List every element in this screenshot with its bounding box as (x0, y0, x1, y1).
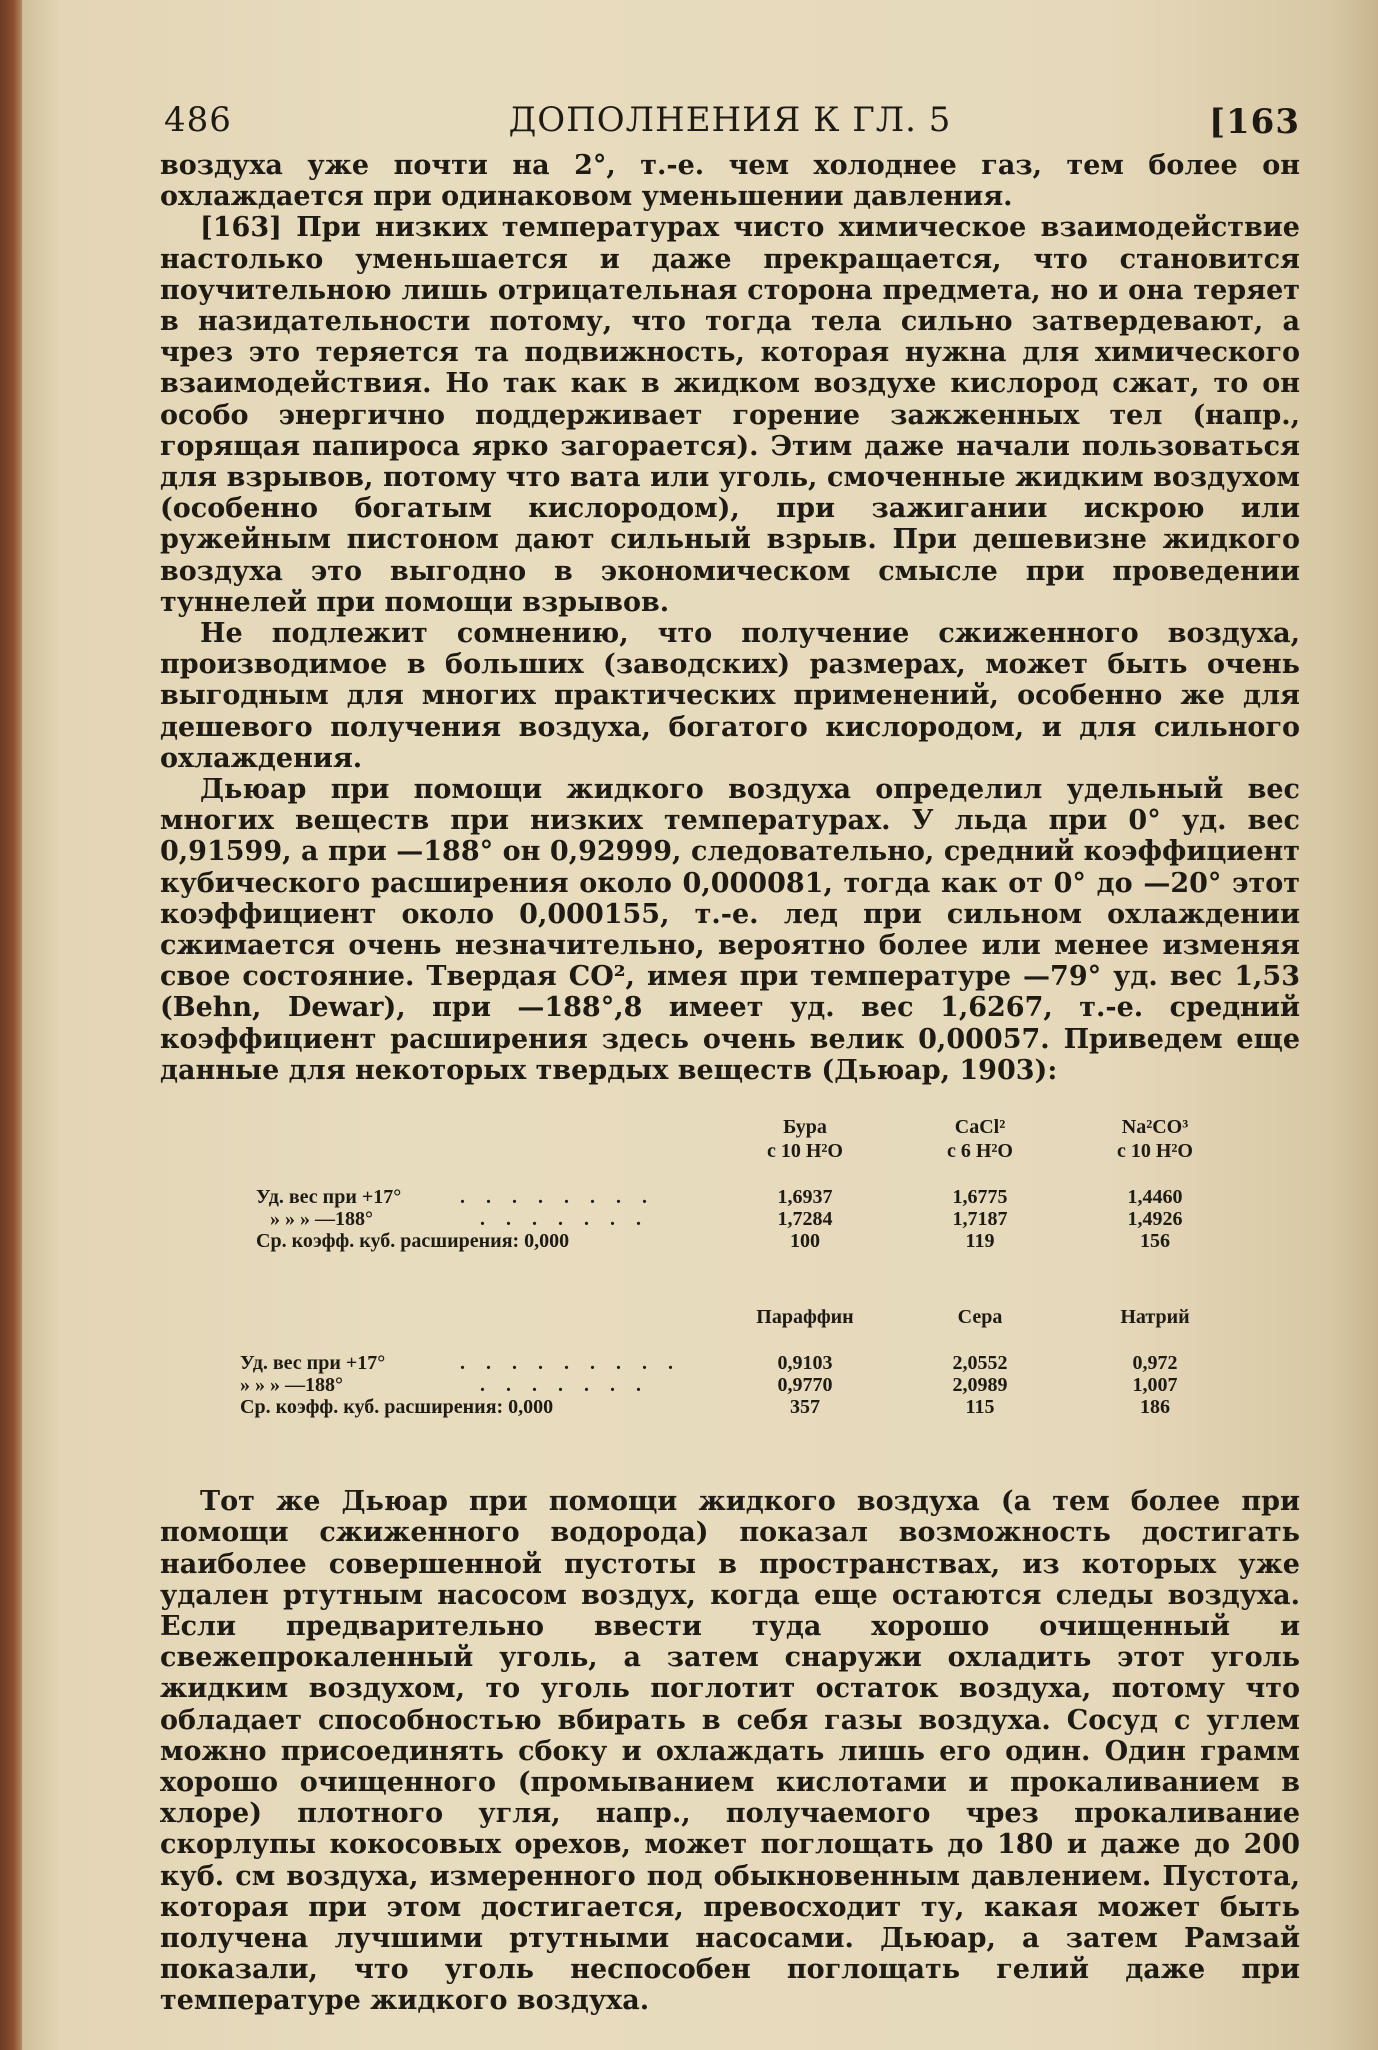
paragraph-163: [163] При низких температурах чисто химическое взаимодействие настолько уменьшается и даже прекращается, что становится поучительною лишь отрицательная сторона предмета, но и она теряет в назидательности потому, что тогда тела сильно затвердевают, а чрез это теряется та подвижность, которая нужна для химического взаимодействия. Но так как в жидком воздухе кислород сжат, то он особо энергично поддерживает горение зажженных тел (напр., горящая папироса ярко загорается). Этим даже начали пользоваться для взрывов, потому что вата или уголь, смоченные жидким воздухом (особенно богатым кислородом), при зажигании искрою или ружейным пистоном дают сильный взрыв. При дешевизне жидкого воздуха это выгодно в экономическом смысле при проведении туннелей при помощи взрывов. (160, 212, 1300, 618)
table2-col-head: Сера (957, 1306, 1003, 1329)
table2-cell: 186 (1140, 1396, 1170, 1419)
table2-col-head: Натрий (1120, 1306, 1190, 1329)
table2-row-dots: . . . . . . . (480, 1374, 649, 1397)
paragraph-continuation: воздуха уже почти на 2°, т.-е. чем холоднее газ, тем более он охлаждается при одинаковом уменьшении давления. (160, 150, 1300, 213)
table2-cell: 2,0552 (952, 1352, 1008, 1375)
table2-row-label: Уд. вес при +17° (240, 1352, 386, 1375)
table1-col-head: Бура (783, 1116, 827, 1139)
table1-row-label: Ср. коэфф. куб. расширения: 0,000 (256, 1230, 570, 1253)
table2-row-label: » » » —188° (240, 1374, 343, 1397)
table1-cell: 1,6937 (777, 1186, 833, 1209)
table2-cell: 2,0989 (952, 1374, 1008, 1397)
page-content (160, 90, 1300, 2017)
table2-row-label: Ср. коэфф. куб. расширения: 0,000 (240, 1396, 554, 1419)
table1-col-formula: с 6 H²O (947, 1140, 1013, 1163)
table2-cell: 0,972 (1132, 1352, 1178, 1375)
paragraph-dewar-densities: Дьюар при помощи жидкого воздуха определил удельный вес многих веществ при низких температурах. У льда при 0° уд. вес 0,91599, а при —188° он 0,92999, следовательно, средний коэффициент кубического расширения около 0,000081, тогда как от 0° до —20° этот коэффициент около 0,000155, т.-е. лед при сильном охлаждении сжимается очень незначительно, вероятно более или менее изменяя свое состояние. Твердая CO², имея при температуре —79° уд. вес 1,53 (Behn, Dewar), при —188°,8 имеет уд. вес 1,6267, т.-е. средний коэффициент расширения здесь очень велик 0,00057. Приведем еще данные для некоторых твердых веществ (Дьюар, 1903): (160, 774, 1300, 1086)
table1-row-dots: . . . . . . . . (460, 1186, 655, 1209)
section-number: [163 (1208, 102, 1300, 142)
book-spine (0, 0, 22, 2050)
table1-col-head: Na²CO³ (1121, 1116, 1189, 1139)
paragraph-dewar-vacuum: Тот же Дьюар при помощи жидкого воздуха (а тем более при помощи сжиженного водорода) показал возможность достигать наиболее совершенной пустоты в пространствах, из которых уже удален ртутным насосом воздух, когда еще остаются следы воздуха. Если предварительно ввести туда хорошо очищенный и свежепрокаленный уголь, а затем снаружи охладить этот уголь жидким воздухом, то уголь поглотит остаток воздуха, потому что обладает способностью вбирать в себя газы воздуха. Сосуд с углем можно присоединять сбоку и охлаждать лишь его один. Один грамм хорошо очищенного (промыванием кислотами и прокаливанием в хлоре) плотного угля, напр., получаемого чрез прокаливание скорлупы кокосовых орехов, может поглощать до 180 и даже до 200 куб. см воздуха, измеренного под обыкновенным давлением. Пустота, которая при этом достигается, превосходит ту, какая может быть получена лучшими ртутными насосами. Дьюар, а затем Рамзай показали, что уголь неспособен поглощать гелий даже при температуре жидкого воздуха. (160, 1486, 1300, 2017)
table1-row-label: » » » —188° (270, 1208, 373, 1231)
table1-cell: 1,7187 (952, 1208, 1008, 1231)
page-number: 486 (164, 100, 232, 140)
table2-cell: 357 (790, 1396, 820, 1419)
table2-cell: 115 (965, 1396, 995, 1419)
table1-cell: 119 (965, 1230, 995, 1253)
table1-cell: 1,4460 (1127, 1186, 1183, 1209)
table2-cell: 0,9103 (777, 1352, 833, 1375)
running-header (160, 90, 1300, 150)
table2-cell: 1,007 (1132, 1374, 1178, 1397)
table1-col-formula: с 10 H²O (1117, 1140, 1193, 1163)
table1-row-label: Уд. вес при +17° (256, 1186, 402, 1209)
table2-col-head: Параффин (756, 1306, 854, 1329)
density-table-1 (160, 1106, 1300, 1286)
table1-col-head: CaCl² (954, 1116, 1006, 1139)
table2-cell: 0,9770 (777, 1374, 833, 1397)
table1-cell: 156 (1140, 1230, 1170, 1253)
table1-cell: 1,7284 (777, 1208, 833, 1231)
paragraph-liquid-air-use: Не подлежит сомнению, что получение сжиженного воздуха, производимое в больших (заводских) размерах, может быть очень выгодным для многих практических применений, особенно же для дешевого получения воздуха, богатого кислородом, и для сильного охлаждения. (160, 618, 1300, 774)
table2-row-dots: . . . . . . . . . (460, 1352, 681, 1375)
table1-cell: 1,6775 (952, 1186, 1008, 1209)
table1-cell: 1,4926 (1127, 1208, 1183, 1231)
table1-cell: 100 (790, 1230, 820, 1253)
chapter-title: ДОПОЛНЕНИЯ К ГЛ. 5 (508, 100, 952, 140)
table1-row-dots: . . . . . . . (480, 1208, 649, 1231)
table1-col-formula: с 10 H²O (767, 1140, 843, 1163)
density-table-2 (160, 1286, 1300, 1486)
